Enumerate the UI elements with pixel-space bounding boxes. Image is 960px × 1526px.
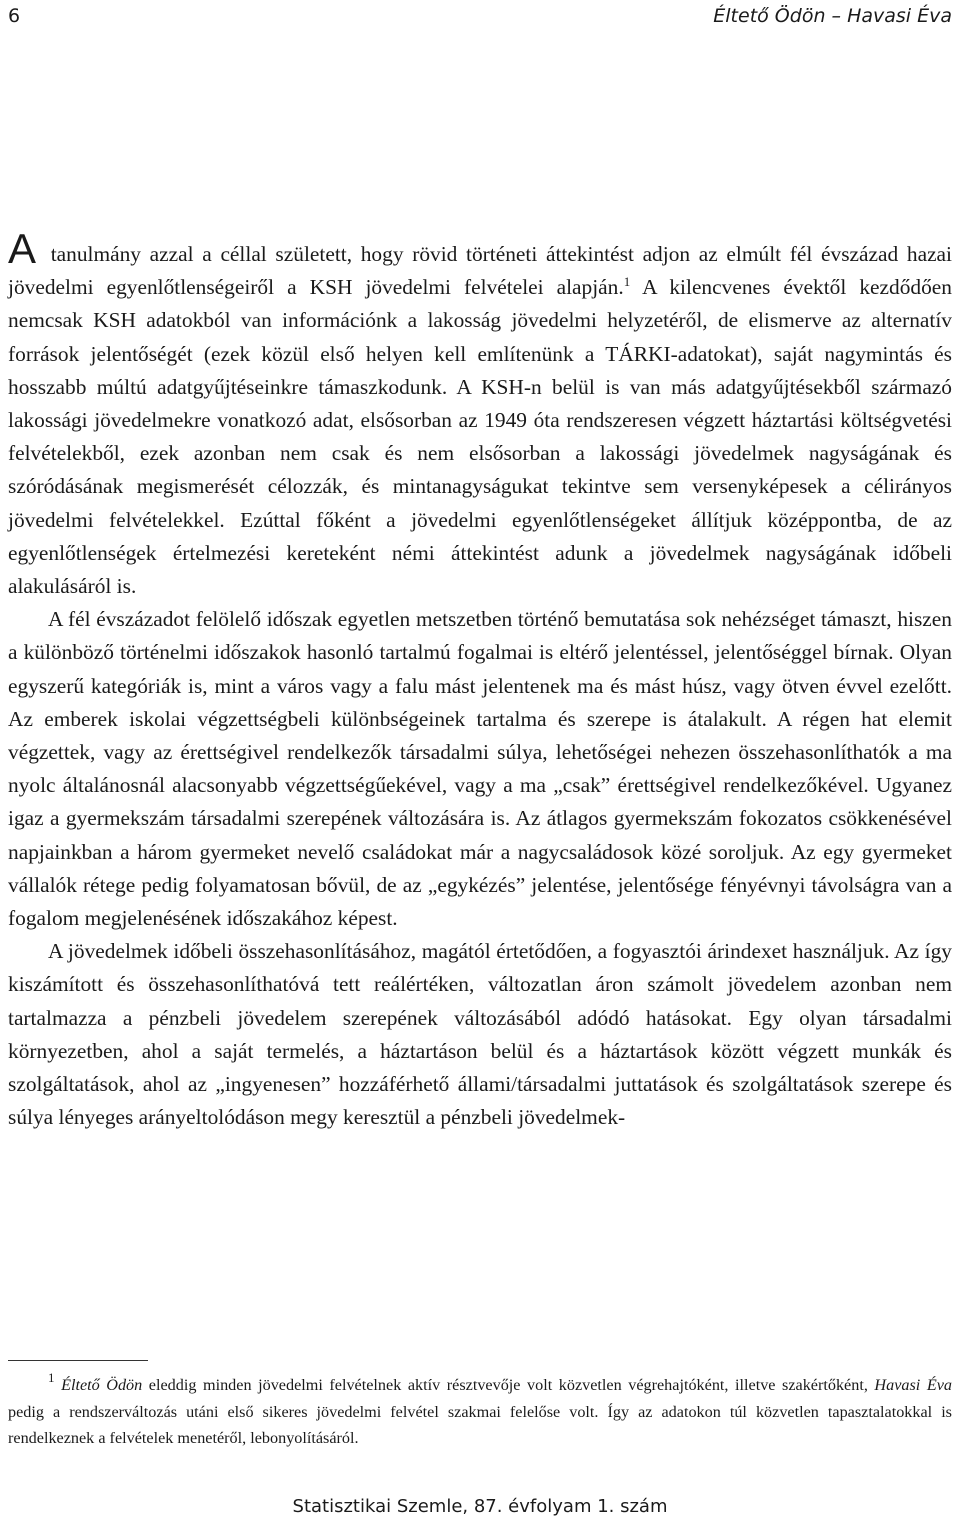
running-header	[8, 4, 952, 28]
running-footer: Statisztikai Szemle, 87. évfolyam 1. szám	[292, 1496, 668, 1517]
paragraph-2: A fél évszázadot felölelő időszak egyetlen metszetben történő bemutatása sok nehézséget támaszt, hiszen a különböző történelmi időszakok hasonló tartalmú fogalmai is eltérő jelentéssel, jelentőséggel bírnak. Olyan egyszerű kategóriák is, mint a város vagy a falu mást jelentenek ma és mást húsz, vagy ötven évvel ezelőtt. Az emberek iskolai végzettségbeli különbségeinek tartalma és szerepe is átalakult. A régen hat elemit végzettek, vagy az érettségivel rendelkezők társadalmi súlya, lehetőségei nehezen összehasonlíthatók a ma nyolc általánosnál alacsonyabb végzettségűekével, vagy a ma „csak” érettségivel rendelkezőkével. Ugyanez igaz a gyermekszám társadalmi szerepének változására is. Az átlagos gyermekszám fokozatos csökkenésével napjainkban a három gyermeket nevelő családokat már a nagycsaládosok közé soroljuk. Az egy gyermeket vállalók rétege pedig folyamatosan bővül, de az „egykézés” jelentése, jelentősége fényévnyi távolságra van a fogalom megjelenésének időszakához képest.	[8, 607, 952, 931]
footnote-author-2: Havasi Éva	[874, 1376, 952, 1394]
footnote-marker[interactable]: 1	[623, 274, 631, 290]
article-body	[8, 225, 952, 1134]
footnote-divider	[8, 1360, 148, 1361]
paragraph-1-text-b: A kilencvenes évektől kezdődően nemcsak KSH adatokból van információnk a lakosság jövedelmi helyzetéről, de elismerve az alternatív források jelentőségét (ezek közül első helyen kell említenünk a TÁRKI-adatokat), saját nagymintás és hosszabb múltú adatgyűjtéseinkre támaszkodunk. A KSH-n belül is van más adatgyűjtésekből származó lakossági jövedelmekre vonatkozó adat, elsősorban az 1949 óta rendszeresen végzett háztartási költségvetési felvételekből, ezek azonban nem csak és nem elsősorban a lakossági jövedelmek nagyságának és szóródásának megismerését célozzák, és mintanagyságukat tekintve sem versenyképesek a célirányos jövedelmi felvételekkel. Ezúttal főként a jövedelmi egyenlőtlenségeket állítjuk középpontba, de az egyenlőtlenségek értelmezési kereteként némi áttekintést adunk a jövedelmek nagyságának időbeli alakulásáról is.	[8, 275, 952, 599]
running-title: Éltető Ödön – Havasi Éva	[713, 5, 952, 27]
footnote-author-1: Éltető Ödön	[61, 1376, 143, 1394]
footnote-text-1: eleddig minden jövedelmi felvételnek aktív résztvevője volt közvetlen végrehajtóként, illetve szakértőként,	[142, 1376, 875, 1394]
paragraph-1	[8, 225, 952, 603]
drop-cap: A	[8, 225, 37, 272]
footnote-text	[8, 1372, 952, 1452]
paragraph-1-text-a: tanulmány azzal a céllal született, hogy rövid történeti áttekintést adjon az elmúlt fél évszázad hazai jövedelmi egyenlőtlenségeiről a KSH jövedelmi felvételei alapján.	[8, 242, 952, 300]
footnote-number: 1	[48, 1370, 55, 1385]
page-number: 6	[8, 5, 21, 27]
paragraph-3: A jövedelmek időbeli összehasonlításához, magától értetődően, a fogyasztói árindexet használjuk. Az így kiszámított és összehasonlíthatóvá tett reálértéken, változatlan áron számolt jövedelem azonban nem tartalmazza a pénzbeli jövedelem szerepének változásából adódó hatásokat. Egy olyan társadalmi környezetben, ahol a saját termelés, a háztartáson belül és a háztartások között végzett munkák és szolgáltatások, ahol az „ingyenesen” hozzáférhető állami/társadalmi juttatások és szolgáltatások szerepe és súlya lényeges arányeltolódáson megy keresztül a pénzbeli jövedelmek-	[8, 939, 952, 1130]
footnote-text-2: pedig a rendszerváltozás utáni első sikeres jövedelmi felvétel szakmai felelőse volt. Így az adatokon túl közvetlen tapasztalatokkal is rendelkeznek a felvételek menetéről, lebonyolításáról.	[8, 1402, 952, 1447]
footnote	[8, 1372, 952, 1452]
